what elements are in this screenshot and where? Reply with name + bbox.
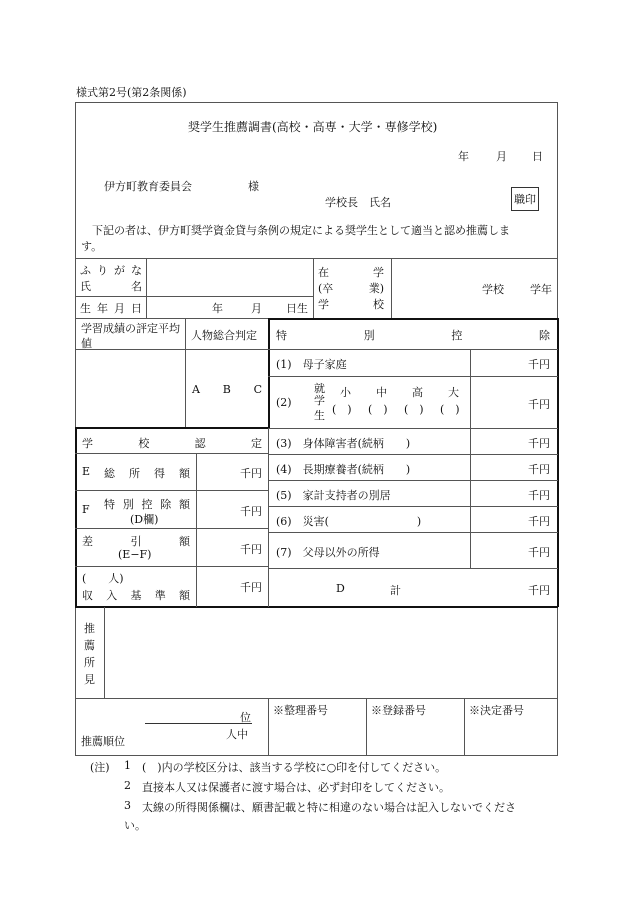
decision-number-box[interactable]: ※決定番号: [469, 704, 524, 717]
special-deduction-label: 特 別 控 除: [276, 329, 550, 342]
furigana-label: ふ り が な: [80, 264, 142, 277]
registration-number-box[interactable]: ※登録番号: [371, 704, 426, 717]
special-deduction-sub: (D欄): [130, 513, 159, 526]
unit-d6: 千円: [528, 515, 550, 528]
overall-options: [192, 383, 262, 396]
note-3-continuation: い。: [124, 819, 146, 832]
grade-suffix: 学年: [530, 283, 552, 296]
special-deduction-amount-label: 特 別 控 除 額: [104, 498, 190, 511]
special-deduction-prefix: F: [82, 503, 90, 516]
deduction-other-income: (7) 父母以外の所得: [276, 546, 380, 559]
unit-f: 千円: [240, 505, 262, 518]
unit-d2: 千円: [528, 398, 550, 411]
overall-option-b[interactable]: B: [222, 383, 231, 396]
deduction-student-label2: 生: [314, 409, 325, 422]
difference-sub: (E−F): [118, 548, 152, 561]
deduction-long-term-care: (4) 長期療養者(続柄 ): [276, 463, 411, 476]
birth-month: 月: [251, 302, 262, 315]
overall-option-a[interactable]: A: [192, 383, 200, 396]
birth-day: 日生: [286, 302, 308, 315]
level-elementary: 小: [340, 386, 351, 399]
date-month: 月: [496, 150, 507, 163]
unit-base: 千円: [240, 581, 262, 594]
level-middle: 中: [376, 386, 387, 399]
form-number: 様式第2号(第2条関係): [76, 86, 187, 99]
birth-year: 年: [212, 302, 223, 315]
unit-e: 千円: [240, 467, 262, 480]
addressee-sama: 様: [248, 180, 259, 193]
intro-line-2: す。: [81, 240, 103, 253]
note-1-num: 1: [124, 759, 131, 772]
intro-line-1: 下記の者は、伊方町奨学資金貸与条例の規定による奨学生として適当と認め推薦しま: [92, 224, 510, 237]
deduction-total-d: D: [336, 582, 345, 595]
paren-high[interactable]: ( ): [404, 403, 424, 416]
recommend-opinion-label: 推 薦 所 見: [84, 622, 95, 686]
date-day: 日: [532, 150, 543, 163]
notes-prefix: (注): [90, 761, 110, 774]
form-title: 奨学生推薦調書(高校・高専・大学・専修学校): [188, 120, 438, 134]
unit-diff: 千円: [240, 543, 262, 556]
enrolled-label: 在 学: [318, 266, 384, 279]
persons-count: ( 人): [82, 572, 124, 585]
income-base-label: 収 入 基 準 額: [82, 589, 190, 602]
school-cert-label: 学 校 認 定: [82, 437, 262, 450]
note-1-text: ( )内の学校区分は、該当する学校に○印を付してください。: [142, 761, 447, 774]
birthdate-label: 生 年 月 日: [80, 302, 142, 315]
rank-of: 人中: [226, 728, 248, 741]
rank-label: 推薦順位: [81, 735, 125, 748]
deduction-disabled: (3) 身体障害者(続柄 ): [276, 437, 411, 450]
overall-option-c[interactable]: C: [253, 383, 262, 396]
unit-d5: 千円: [528, 489, 550, 502]
school-suffix: 学校: [482, 283, 504, 296]
school-label: 学 校: [318, 298, 384, 311]
paren-elementary[interactable]: ( ): [332, 403, 352, 416]
paren-middle[interactable]: ( ): [368, 403, 388, 416]
principal-label: 学校長 氏名: [325, 196, 391, 209]
deduction-student-num: (2): [276, 396, 292, 409]
unit-d-total: 千円: [528, 584, 550, 597]
total-income-label: E 総 所 得 額: [82, 465, 190, 480]
date-year: 年: [458, 150, 469, 163]
grade-eval-label: 学習成績の評定平均値: [81, 322, 180, 350]
note-3-num: 3: [124, 799, 131, 812]
paren-university[interactable]: ( ): [440, 403, 460, 416]
note-2-text: 直接本人又は保護者に渡す場合は、必ず封印をしてください。: [142, 781, 450, 794]
difference-label: 差 引 額: [82, 535, 190, 548]
unit-d3: 千円: [528, 437, 550, 450]
unit-d7: 千円: [528, 546, 550, 559]
level-university: 大: [448, 386, 459, 399]
unit-d4: 千円: [528, 463, 550, 476]
deduction-total-suffix: 計: [390, 584, 401, 597]
addressee: 伊方町教育委員会: [104, 180, 192, 193]
deduction-single-parent: (1) 母子家庭: [276, 358, 347, 371]
seal-label: 職印: [514, 193, 536, 206]
official-seal-box: [511, 187, 539, 211]
graduated-label: (卒 業): [318, 282, 384, 295]
deduction-disaster: (6) 災害( ): [276, 515, 422, 528]
unit-d1: 千円: [528, 358, 550, 371]
note-3-text: 太線の所得関係欄は、願書記載と特に相違のない場合は記入しないでくださ: [142, 801, 516, 814]
overall-label: 人物総合判定: [191, 329, 257, 342]
deduction-student-label1: 就学: [314, 382, 325, 407]
reference-number-box[interactable]: ※整理番号: [273, 704, 328, 717]
rank-unit: 位: [240, 711, 251, 724]
note-2-num: 2: [124, 779, 131, 792]
form-frame: [75, 102, 558, 756]
name-label: 氏 名: [80, 280, 142, 293]
level-high: 高: [412, 386, 423, 399]
deduction-separate-household: (5) 家計支持者の別居: [276, 489, 391, 502]
